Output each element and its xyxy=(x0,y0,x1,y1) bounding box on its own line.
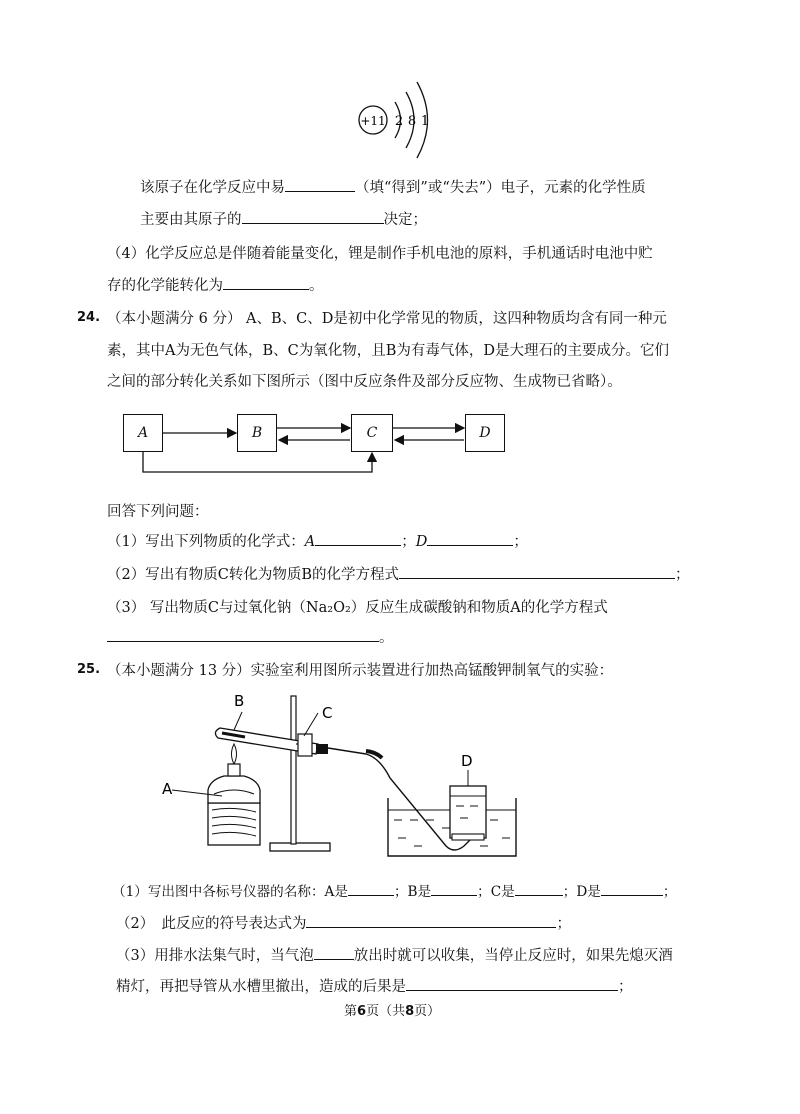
q24-part3-line1: （3） 写出物质C与过氧化钠（Na₂O₂）反应生成碳酸钠和物质A的化学方程式 xyxy=(107,600,608,616)
clamp xyxy=(298,734,312,756)
q25-part1: （1）写出图中各标号仪器的名称：A是 ；B是 ；C是 ；D是 ； xyxy=(112,880,676,900)
q24-part2: （2）写出有物质C转化为物质B的化学方程式 ； xyxy=(107,563,689,584)
blank-formula-d[interactable] xyxy=(427,531,513,546)
stand-base xyxy=(270,843,330,851)
box-a: A xyxy=(123,414,163,452)
box-c: C xyxy=(351,414,393,452)
q25-line1: （本小题满分 13 分）实验室利用图所示装置进行加热高锰酸钾制氧气的实验： xyxy=(107,663,614,679)
q24-number: 24. xyxy=(77,310,101,325)
shell-2-electrons: 8 xyxy=(407,114,417,129)
q24-part3-line2: 。 xyxy=(107,626,394,647)
shell-1-electrons: 2 xyxy=(394,114,404,129)
blank-instrument-b[interactable] xyxy=(431,881,477,896)
gas-collecting-bottle xyxy=(450,786,486,838)
q25-part3-line2: 精灯，再把导管从水槽里撤出，造成的后果是 ； xyxy=(116,975,633,996)
q24-line3: 之间的部分转化关系如下图所示（图中反应条件及部分反应物、生成物已省略）。 xyxy=(107,374,622,390)
blank-equation-c-na2o2[interactable] xyxy=(107,627,379,642)
blank-instrument-a[interactable] xyxy=(348,881,394,896)
q24-arrows xyxy=(0,0,800,500)
q23-line2: 主要由其原子的 决定； xyxy=(140,208,427,229)
q25-part2: （2） 此反应的符号表达式为 ； xyxy=(116,912,571,933)
stand-rod xyxy=(291,696,296,844)
label-a: A xyxy=(162,780,173,798)
q24-answer-intro: 回答下列问题： xyxy=(107,504,209,520)
box-d: D xyxy=(465,414,505,452)
page-footer: 第6页（共8页） xyxy=(344,1004,441,1019)
label-c: C xyxy=(322,704,333,722)
q24-line2: 素，其中A为无色气体，B、C为氧化物，且B为有毒气体，D是大理石的主要成分。它们 xyxy=(107,343,669,359)
q23-line1: 该原子在化学反应中易 （填“得到”或“失去”）电子，元素的化学性质 xyxy=(140,176,646,197)
blank-instrument-c[interactable] xyxy=(515,881,563,896)
blank-symbol-expression[interactable] xyxy=(306,913,556,928)
oxygen-apparatus-figure xyxy=(150,688,540,868)
shell-3-electrons: 1 xyxy=(420,114,430,129)
arrow-a-to-c xyxy=(143,451,372,472)
blank-instrument-d[interactable] xyxy=(601,881,663,896)
delivery-tube xyxy=(328,748,366,754)
label-b: B xyxy=(234,692,245,710)
blank-formula-a[interactable] xyxy=(315,531,401,546)
q25-number: 25. xyxy=(77,662,101,677)
label-d: D xyxy=(461,752,473,770)
q23-part4-line2: 存的化学能转化为 。 xyxy=(107,274,324,295)
blank-equation-c-to-b[interactable] xyxy=(399,564,675,579)
q25-part3-line1: （3）用排水法集气时，当气泡 放出时就可以收集，当停止反应时，如果先熄灭酒 xyxy=(116,944,673,965)
q24-part1: （1）写出下列物质的化学式：A ；D ； xyxy=(107,530,528,551)
q24-line1: （本小题满分 6 分） A、B、C、D是初中化学常见的物质，这四种物质均含有同一种元 xyxy=(107,311,667,327)
blank-bubble-condition[interactable] xyxy=(314,945,354,960)
nucleus-charge: +11 xyxy=(360,114,386,128)
q23-part4-line1: （4）化学反应总是伴随着能量变化，锂是制作手机电池的原料，手机通话时电池中贮 xyxy=(107,246,653,262)
box-b: B xyxy=(237,414,277,452)
blank-consequence[interactable] xyxy=(406,976,618,991)
